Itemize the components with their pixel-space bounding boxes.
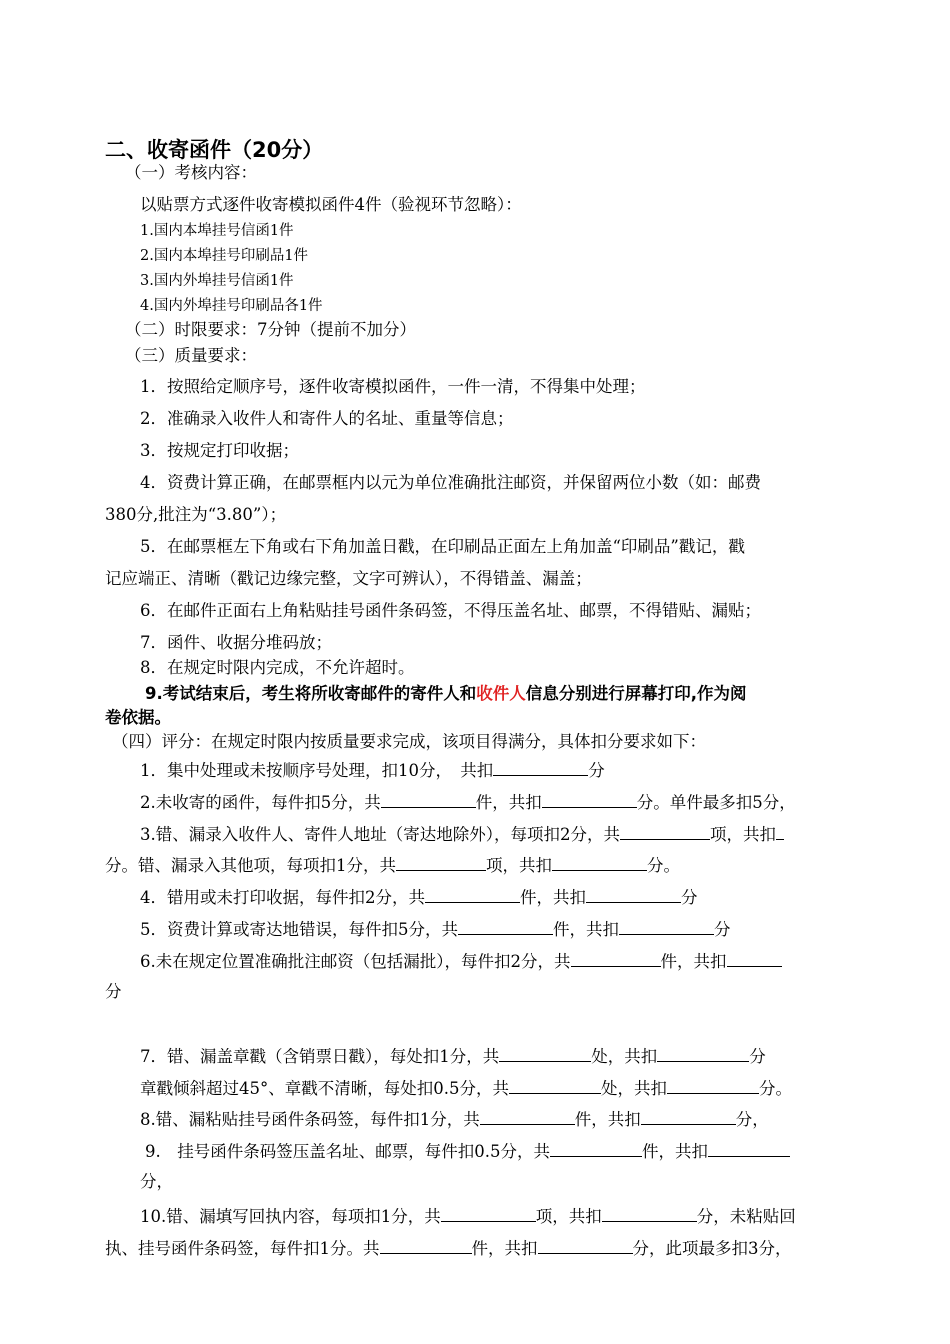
- requirement-1: 1．按照给定顺序号，逐件收寄模拟函件，一件一清，不得集中处理；: [140, 377, 646, 396]
- score-line-3-cont: 分。错、漏录入其他项，每项扣1分，共 项，共扣 分。: [105, 856, 680, 875]
- blank-field[interactable]: [381, 791, 476, 808]
- blank-field[interactable]: [499, 1045, 591, 1062]
- score-line-3: 3.错、漏录入收件人、寄件人地址（寄达地除外），每项扣2分，共 项，共扣: [140, 823, 784, 845]
- blank-field[interactable]: [380, 1237, 472, 1254]
- requirement-4-cont: 380分,批注为“3.80”）；: [105, 505, 287, 524]
- blank-field[interactable]: [667, 1077, 759, 1094]
- score-line-6: 6.未在规定位置准确批注邮资（包括漏批），每件扣2分，共 件，共扣: [140, 950, 782, 972]
- score-line-6-cont: 分: [105, 982, 122, 1001]
- blank-field[interactable]: [586, 886, 681, 903]
- list-item: 3.国内外埠挂号信函1件: [140, 273, 294, 289]
- blank-field[interactable]: [602, 1205, 697, 1222]
- section-title: 二、收寄函件（20分）: [105, 138, 324, 162]
- requirement-6: 6．在邮件正面右上角粘贴挂号函件条码签，不得压盖名址、邮票，不得错贴、漏贴；: [140, 601, 761, 620]
- blank-field[interactable]: [727, 950, 782, 967]
- score-line-7-cont: 章戳倾斜超过45°、章戳不清晰，每处扣0.5分，共 处，共扣 分。: [140, 1079, 792, 1098]
- subsection-heading-4: （四）评分：在规定时限内按质量要求完成，该项目得满分，具体扣分要求如下：: [112, 732, 706, 751]
- score-line-4: 4．错用或未打印收据，每件扣2分，共 件，共扣 分: [140, 888, 698, 907]
- score-line-9: 9. 挂号函件条码签压盖名址、邮票，每件扣0.5分，共 件，共扣: [145, 1140, 790, 1162]
- score-line-10-cont: 执、挂号函件条码签，每件扣1分。共 件，共扣 分，此项最多扣3分，: [105, 1239, 792, 1258]
- requirement-9: 9.考试结束后，考生将所收寄邮件的寄件人和收件人信息分别进行屏幕打印,作为阅: [145, 684, 747, 703]
- blank-field[interactable]: [552, 854, 647, 871]
- recipient-highlight: 收件人: [476, 684, 526, 703]
- score-line-9-cont: 分，: [140, 1172, 173, 1191]
- score-line-8: 8.错、漏粘贴挂号函件条码签，每件扣1分，共 件，共扣 分，: [140, 1110, 769, 1129]
- score-line-5: 5．资费计算或寄达地错误，每件扣5分，共 件，共扣 分: [140, 920, 731, 939]
- blank-field[interactable]: [509, 1077, 601, 1094]
- requirement-8: 8．在规定时限内完成，不允许超时。: [140, 658, 415, 677]
- blank-field[interactable]: [538, 1237, 633, 1254]
- score-line-1: 1．集中处理或未按顺序号处理，扣10分， 共扣 分: [140, 761, 605, 780]
- score-line-7: 7．错、漏盖章戳（含销票日戳），每处扣1分，共 处，共扣 分: [140, 1047, 766, 1066]
- score-line-10: 10.错、漏填写回执内容，每项扣1分，共 项，共扣 分，未粘贴回: [140, 1207, 796, 1226]
- score-line-2: 2.未收寄的函件，每件扣5分，共 件，共扣 分。单件最多扣5分，: [140, 793, 796, 812]
- blank-field[interactable]: [396, 854, 486, 871]
- requirement-5-cont: 记应端正、清晰（戳记边缘完整，文字可辨认），不得错盖、漏盖；: [105, 569, 592, 588]
- list-item: 4.国内外埠挂号印刷品各1件: [140, 298, 323, 314]
- blank-field[interactable]: [641, 1108, 736, 1125]
- blank-field[interactable]: [493, 759, 588, 776]
- requirement-7: 7．函件、收据分堆码放；: [140, 633, 332, 652]
- subsection-heading-1: （一）考核内容：: [125, 163, 257, 182]
- blank-field[interactable]: [480, 1108, 575, 1125]
- blank-field[interactable]: [441, 1205, 536, 1222]
- blank-field[interactable]: [620, 823, 710, 840]
- blank-field[interactable]: [542, 791, 637, 808]
- requirement-5: 5．在邮票框左下角或右下角加盖日戳，在印刷品正面左上角加盖“印刷品”戳记，戳: [140, 537, 745, 556]
- blank-field[interactable]: [571, 950, 661, 967]
- requirement-2: 2．准确录入收件人和寄件人的名址、重量等信息；: [140, 409, 514, 428]
- content-intro: 以贴票方式逐件收寄模拟函件4件（验视环节忽略）：: [140, 195, 522, 214]
- blank-field[interactable]: [776, 823, 784, 840]
- list-item: 2.国内本埠挂号印刷品1件: [140, 248, 309, 264]
- subsection-heading-3: （三）质量要求：: [125, 346, 257, 365]
- blank-field[interactable]: [657, 1045, 749, 1062]
- subsection-heading-2: （二）时限要求：7分钟（提前不加分）: [125, 320, 416, 339]
- blank-field[interactable]: [619, 918, 714, 935]
- requirement-3: 3．按规定打印收据；: [140, 441, 299, 460]
- requirement-9-cont: 卷依据。: [105, 708, 171, 727]
- blank-field[interactable]: [550, 1140, 642, 1157]
- list-item: 1.国内本埠挂号信函1件: [140, 223, 294, 239]
- requirement-4: 4．资费计算正确，在邮票框内以元为单位准确批注邮资，并保留两位小数（如：邮费: [140, 473, 761, 492]
- blank-field[interactable]: [425, 886, 520, 903]
- blank-field[interactable]: [458, 918, 553, 935]
- blank-field[interactable]: [708, 1140, 790, 1157]
